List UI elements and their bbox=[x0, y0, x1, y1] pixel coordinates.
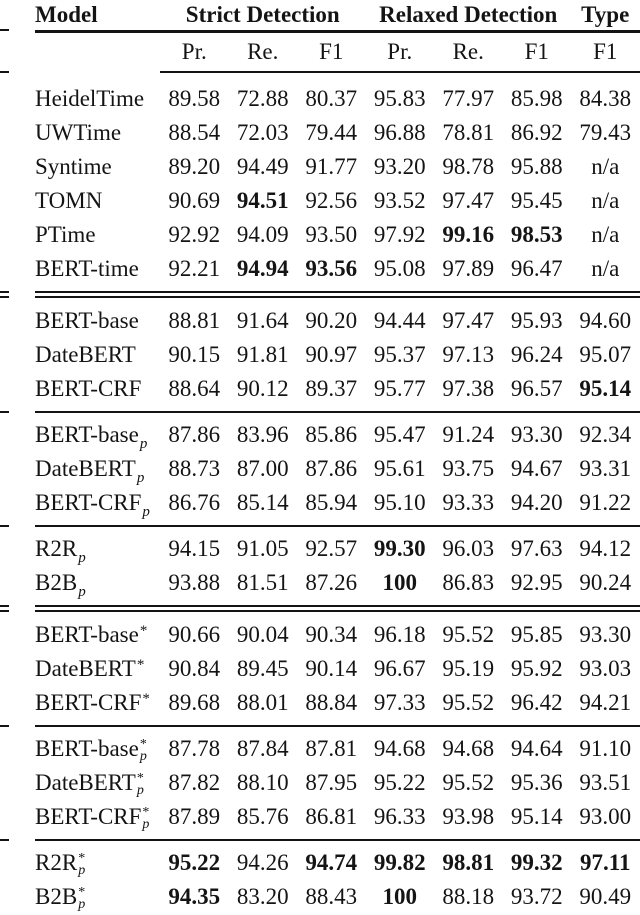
metric-value: 93.98 bbox=[442, 804, 495, 829]
metric-value: 88.64 bbox=[168, 376, 221, 401]
model-superscript: * bbox=[139, 623, 148, 639]
metric-value: 97.92 bbox=[373, 222, 426, 247]
metric-value: 91.24 bbox=[442, 422, 495, 447]
metric-value: 89.58 bbox=[168, 86, 221, 111]
model-label bbox=[35, 86, 160, 112]
model-supsub bbox=[78, 853, 85, 877]
model-name: DateBERT bbox=[35, 769, 136, 795]
metric-value: 94.68 bbox=[442, 736, 495, 761]
model-label bbox=[35, 422, 160, 452]
section-rule-double bbox=[35, 605, 640, 612]
metric-value: 95.52 bbox=[442, 622, 495, 647]
metric-value: 90.84 bbox=[168, 656, 221, 681]
metric-value: 90.14 bbox=[305, 656, 358, 681]
metric-value: 90.97 bbox=[305, 342, 358, 367]
model-subscript: p bbox=[142, 504, 150, 520]
metric-value: 96.47 bbox=[510, 256, 563, 281]
left-edge-rule-stub-double bbox=[0, 291, 9, 298]
metric-value: 96.88 bbox=[373, 120, 426, 145]
metric-value: 92.57 bbox=[305, 536, 358, 561]
metric-value: 95.14 bbox=[579, 376, 632, 401]
table-body bbox=[35, 82, 640, 914]
metric-value: 97.89 bbox=[442, 256, 495, 281]
column-header-pr-strict: Pr. bbox=[181, 39, 207, 64]
table-row bbox=[35, 304, 640, 338]
table-row bbox=[35, 452, 640, 486]
model-label bbox=[35, 884, 160, 911]
table-row bbox=[35, 566, 640, 600]
metric-value: 94.51 bbox=[236, 188, 289, 213]
metric-value: 94.21 bbox=[579, 690, 632, 715]
model-name: UWTime bbox=[35, 120, 122, 145]
table-row bbox=[35, 486, 640, 520]
metric-value: 88.01 bbox=[236, 690, 289, 715]
left-edge-rule-stub bbox=[0, 71, 9, 73]
metric-value: 94.20 bbox=[510, 490, 563, 515]
model-name: PTime bbox=[35, 222, 96, 247]
model-label bbox=[35, 804, 160, 831]
metric-value: 89.37 bbox=[305, 376, 358, 401]
metric-value: 89.68 bbox=[168, 690, 221, 715]
metric-value: 87.95 bbox=[305, 770, 358, 795]
metric-value: 89.20 bbox=[168, 154, 221, 179]
column-group-type: Type bbox=[581, 2, 630, 27]
metric-value: 97.47 bbox=[442, 188, 495, 213]
table-row bbox=[35, 372, 640, 406]
metric-value: 85.94 bbox=[305, 490, 358, 515]
metric-value: 93.50 bbox=[305, 222, 358, 247]
table-header-row bbox=[35, 0, 640, 30]
section-rule-double bbox=[35, 291, 640, 298]
model-label bbox=[35, 490, 160, 520]
table-row bbox=[35, 766, 640, 800]
column-header-pr-relaxed: Pr. bbox=[387, 39, 413, 64]
left-edge-rule-stub bbox=[0, 525, 9, 527]
metric-value: 94.74 bbox=[305, 850, 358, 875]
metric-value: 96.33 bbox=[373, 804, 426, 829]
metric-value: 93.52 bbox=[373, 188, 426, 213]
metric-value: 80.37 bbox=[305, 86, 358, 111]
model-name: BERT-base bbox=[35, 422, 139, 447]
table-row bbox=[35, 116, 640, 150]
metric-value: 88.10 bbox=[236, 770, 289, 795]
table-row bbox=[35, 618, 640, 652]
model-superscript: * bbox=[142, 691, 150, 707]
metric-value: 98.81 bbox=[442, 850, 495, 875]
metric-value: 79.43 bbox=[579, 120, 632, 145]
table-row bbox=[35, 686, 640, 720]
column-header-f1-strict: F1 bbox=[319, 39, 344, 64]
metric-value: 88.81 bbox=[168, 308, 221, 333]
metric-value: 99.32 bbox=[510, 850, 563, 875]
left-edge-rule-stub bbox=[0, 29, 9, 31]
metric-value: 97.11 bbox=[580, 850, 631, 875]
model-label bbox=[35, 188, 160, 214]
metric-value: 94.09 bbox=[236, 222, 289, 247]
metric-value: 98.78 bbox=[442, 154, 495, 179]
section-rule bbox=[35, 411, 640, 413]
metric-value: 88.54 bbox=[168, 120, 221, 145]
model-name: TOMN bbox=[35, 188, 103, 213]
metric-value: 93.75 bbox=[442, 456, 495, 481]
metric-value: 94.15 bbox=[168, 536, 221, 561]
metric-value: 91.05 bbox=[236, 536, 289, 561]
metric-value: 95.14 bbox=[510, 804, 563, 829]
table-section bbox=[35, 732, 640, 834]
metric-value: 92.21 bbox=[168, 256, 221, 281]
metric-value: 88.43 bbox=[305, 884, 358, 909]
metric-value: 90.24 bbox=[579, 570, 632, 595]
metric-value: 83.20 bbox=[236, 884, 289, 909]
metric-value: 90.69 bbox=[168, 188, 221, 213]
metric-value: 91.77 bbox=[305, 154, 358, 179]
metric-value: 96.18 bbox=[373, 622, 426, 647]
metric-value: 94.35 bbox=[168, 884, 221, 909]
model-label bbox=[35, 308, 160, 334]
metric-value: 86.76 bbox=[168, 490, 221, 515]
metric-value: 93.56 bbox=[305, 256, 358, 281]
metric-value: 87.78 bbox=[168, 736, 221, 761]
model-label bbox=[35, 154, 160, 180]
metric-value: 85.86 bbox=[305, 422, 358, 447]
model-name: BERT-base bbox=[35, 622, 139, 647]
metric-value: n/a bbox=[591, 256, 620, 281]
metric-value: 97.33 bbox=[373, 690, 426, 715]
metric-value: 95.08 bbox=[373, 256, 426, 281]
metric-value: 87.00 bbox=[236, 456, 289, 481]
metric-value: 95.88 bbox=[510, 154, 563, 179]
metric-value: 95.47 bbox=[373, 422, 426, 447]
column-header-f1-type: F1 bbox=[593, 39, 618, 64]
metric-value: 100 bbox=[382, 570, 417, 595]
metric-value: 87.82 bbox=[168, 770, 221, 795]
metric-value: 96.24 bbox=[510, 342, 563, 367]
metric-value: 93.31 bbox=[579, 456, 632, 481]
metric-value: 78.81 bbox=[442, 120, 495, 145]
model-label bbox=[35, 376, 160, 402]
metric-value: 87.26 bbox=[305, 570, 358, 595]
metric-value: 84.38 bbox=[579, 86, 632, 111]
model-label bbox=[35, 622, 160, 648]
metric-value: 93.30 bbox=[579, 622, 632, 647]
metric-value: 86.92 bbox=[510, 120, 563, 145]
model-name: BERT-base bbox=[35, 735, 139, 761]
metric-value: 93.20 bbox=[373, 154, 426, 179]
model-label bbox=[35, 456, 160, 486]
metric-value: 94.12 bbox=[579, 536, 632, 561]
table-row bbox=[35, 732, 640, 766]
table-row bbox=[35, 82, 640, 116]
model-name: B2B bbox=[35, 883, 78, 909]
model-label bbox=[35, 256, 160, 282]
metric-value: 92.92 bbox=[168, 222, 221, 247]
metric-value: 85.98 bbox=[510, 86, 563, 111]
table-row bbox=[35, 184, 640, 218]
column-header-f1-relaxed: F1 bbox=[524, 39, 549, 64]
metric-value: 95.10 bbox=[373, 490, 426, 515]
metric-value: 94.68 bbox=[373, 736, 426, 761]
section-rule bbox=[35, 839, 640, 841]
left-edge-rule-stub-double bbox=[0, 605, 9, 612]
metric-value: 87.84 bbox=[236, 736, 289, 761]
metric-value: n/a bbox=[591, 222, 620, 247]
model-superscript: * bbox=[142, 805, 150, 821]
metric-value: 87.86 bbox=[168, 422, 221, 447]
metric-value: 92.34 bbox=[579, 422, 632, 447]
model-supsub bbox=[140, 739, 147, 763]
metric-value: 98.53 bbox=[510, 222, 563, 247]
metric-value: 88.73 bbox=[168, 456, 221, 481]
metric-value: 94.44 bbox=[373, 308, 426, 333]
model-label bbox=[35, 222, 160, 248]
metric-value: 95.22 bbox=[373, 770, 426, 795]
table-row bbox=[35, 846, 640, 880]
model-name: BERT-time bbox=[35, 256, 139, 281]
metric-value: 97.47 bbox=[442, 308, 495, 333]
metric-value: 99.16 bbox=[442, 222, 495, 247]
left-edge-rule-stub bbox=[0, 411, 9, 413]
section-rule bbox=[35, 525, 640, 527]
model-superscript: * bbox=[136, 771, 144, 787]
metric-value: 94.67 bbox=[510, 456, 563, 481]
model-label bbox=[35, 342, 160, 368]
model-name: DateBERT bbox=[35, 456, 136, 481]
model-superscript: * bbox=[136, 657, 145, 673]
metric-value: 94.26 bbox=[236, 850, 289, 875]
model-subscript: p bbox=[78, 584, 86, 600]
table-row bbox=[35, 218, 640, 252]
metric-value: 83.96 bbox=[236, 422, 289, 447]
metric-value: 90.04 bbox=[236, 622, 289, 647]
metric-value: 96.57 bbox=[510, 376, 563, 401]
table-row bbox=[35, 252, 640, 286]
model-name: BERT-CRF bbox=[35, 690, 142, 715]
model-label bbox=[35, 536, 160, 566]
metric-value: 95.22 bbox=[168, 850, 221, 875]
metric-value: 77.97 bbox=[442, 86, 495, 111]
column-header-model: Model bbox=[35, 2, 98, 27]
model-supsub bbox=[78, 887, 85, 911]
model-superscript: * bbox=[139, 737, 147, 753]
model-label bbox=[35, 656, 160, 682]
metric-value: 72.03 bbox=[236, 120, 289, 145]
metric-value: 95.07 bbox=[579, 342, 632, 367]
metric-value: 100 bbox=[382, 884, 417, 909]
metric-value: 90.12 bbox=[236, 376, 289, 401]
metric-value: 96.42 bbox=[510, 690, 563, 715]
metric-value: 95.83 bbox=[373, 86, 426, 111]
table-section bbox=[35, 418, 640, 520]
model-name: R2R bbox=[35, 536, 78, 561]
model-supsub bbox=[137, 773, 144, 797]
metric-value: 95.45 bbox=[510, 188, 563, 213]
metric-value: 93.88 bbox=[168, 570, 221, 595]
metric-value: 90.49 bbox=[579, 884, 632, 909]
section-rule bbox=[35, 725, 640, 727]
metric-value: 91.64 bbox=[236, 308, 289, 333]
metric-value: 95.92 bbox=[510, 656, 563, 681]
metric-value: 93.51 bbox=[579, 770, 632, 795]
metric-value: 96.67 bbox=[373, 656, 426, 681]
table-row bbox=[35, 800, 640, 834]
model-label bbox=[35, 570, 160, 600]
column-group-relaxed-detection: Relaxed Detection bbox=[379, 2, 558, 27]
model-label bbox=[35, 850, 160, 877]
metric-value: 94.64 bbox=[510, 736, 563, 761]
model-subscript: p bbox=[136, 470, 145, 486]
model-subscript: p bbox=[142, 817, 150, 833]
metric-value: 79.44 bbox=[305, 120, 358, 145]
metric-value: 93.30 bbox=[510, 422, 563, 447]
metric-value: 95.36 bbox=[510, 770, 563, 795]
model-name: BERT-CRF bbox=[35, 490, 142, 515]
model-label bbox=[35, 690, 160, 716]
metric-value: 95.85 bbox=[510, 622, 563, 647]
model-label bbox=[35, 770, 160, 797]
model-supsub bbox=[142, 807, 149, 831]
metric-value: 86.81 bbox=[305, 804, 358, 829]
column-group-strict-detection: Strict Detection bbox=[185, 2, 340, 27]
model-name: DateBERT bbox=[35, 656, 136, 681]
metric-value: 95.52 bbox=[442, 690, 495, 715]
left-edge-rule-stub bbox=[0, 725, 9, 727]
model-subscript: p bbox=[78, 897, 86, 913]
metric-value: 87.86 bbox=[305, 456, 358, 481]
metric-value: 94.94 bbox=[236, 256, 289, 281]
metric-value: 86.83 bbox=[442, 570, 495, 595]
metric-value: 91.81 bbox=[236, 342, 289, 367]
metric-value: 91.10 bbox=[579, 736, 632, 761]
model-name: BERT-CRF bbox=[35, 803, 142, 829]
metric-value: 97.63 bbox=[510, 536, 563, 561]
metric-value: 94.60 bbox=[579, 308, 632, 333]
metric-value: 95.19 bbox=[442, 656, 495, 681]
metric-value: 93.00 bbox=[579, 804, 632, 829]
metric-value: 92.56 bbox=[305, 188, 358, 213]
metric-value: 96.03 bbox=[442, 536, 495, 561]
metric-value: n/a bbox=[591, 154, 620, 179]
left-edge-rule-stub bbox=[0, 839, 9, 841]
model-subscript: p bbox=[78, 863, 86, 879]
metric-value: 94.49 bbox=[236, 154, 289, 179]
model-name: Syntime bbox=[35, 154, 112, 179]
metric-value: 93.33 bbox=[442, 490, 495, 515]
results-table bbox=[35, 0, 640, 914]
subheader-rule bbox=[160, 71, 640, 73]
metric-value: 81.51 bbox=[236, 570, 289, 595]
table-section bbox=[35, 846, 640, 914]
table-subheader-row bbox=[35, 33, 640, 71]
table-row bbox=[35, 338, 640, 372]
table-row bbox=[35, 652, 640, 686]
model-name: DateBERT bbox=[35, 342, 136, 367]
model-subscript: p bbox=[78, 550, 86, 566]
table-section bbox=[35, 618, 640, 720]
metric-value: 99.82 bbox=[373, 850, 426, 875]
metric-value: 90.34 bbox=[305, 622, 358, 647]
model-subscript: p bbox=[139, 436, 148, 452]
metric-value: 97.38 bbox=[442, 376, 495, 401]
metric-value: 85.76 bbox=[236, 804, 289, 829]
metric-value: 95.93 bbox=[510, 308, 563, 333]
table-row bbox=[35, 150, 640, 184]
table-section bbox=[35, 304, 640, 406]
model-name: R2R bbox=[35, 849, 78, 875]
metric-value: 93.03 bbox=[579, 656, 632, 681]
metric-value: 89.45 bbox=[236, 656, 289, 681]
model-subscript: p bbox=[136, 783, 144, 799]
metric-value: 95.52 bbox=[442, 770, 495, 795]
model-subscript: p bbox=[139, 749, 147, 765]
metric-value: 90.20 bbox=[305, 308, 358, 333]
model-name: BERT-base bbox=[35, 308, 139, 333]
model-superscript: * bbox=[78, 885, 86, 901]
column-header-re-relaxed: Re. bbox=[452, 39, 484, 64]
metric-value: 85.14 bbox=[236, 490, 289, 515]
table-row bbox=[35, 532, 640, 566]
metric-value: n/a bbox=[591, 188, 620, 213]
model-superscript: * bbox=[78, 851, 86, 867]
metric-value: 90.15 bbox=[168, 342, 221, 367]
model-name: B2B bbox=[35, 570, 78, 595]
metric-value: 95.37 bbox=[373, 342, 426, 367]
metric-value: 87.81 bbox=[305, 736, 358, 761]
metric-value: 99.30 bbox=[373, 536, 426, 561]
metric-value: 87.89 bbox=[168, 804, 221, 829]
model-label bbox=[35, 736, 160, 763]
metric-value: 91.22 bbox=[579, 490, 632, 515]
metric-value: 92.95 bbox=[510, 570, 563, 595]
metric-value: 95.61 bbox=[373, 456, 426, 481]
metric-value: 90.66 bbox=[168, 622, 221, 647]
model-name: HeidelTime bbox=[35, 86, 145, 111]
metric-value: 95.77 bbox=[373, 376, 426, 401]
model-label bbox=[35, 120, 160, 146]
column-header-re-strict: Re. bbox=[247, 39, 279, 64]
table-row bbox=[35, 418, 640, 452]
metric-value: 93.72 bbox=[510, 884, 563, 909]
table-section bbox=[35, 82, 640, 286]
metric-value: 97.13 bbox=[442, 342, 495, 367]
table-row bbox=[35, 880, 640, 914]
model-name: BERT-CRF bbox=[35, 376, 142, 401]
metric-value: 72.88 bbox=[236, 86, 289, 111]
metric-value: 88.84 bbox=[305, 690, 358, 715]
metric-value: 88.18 bbox=[442, 884, 495, 909]
table-section bbox=[35, 532, 640, 600]
